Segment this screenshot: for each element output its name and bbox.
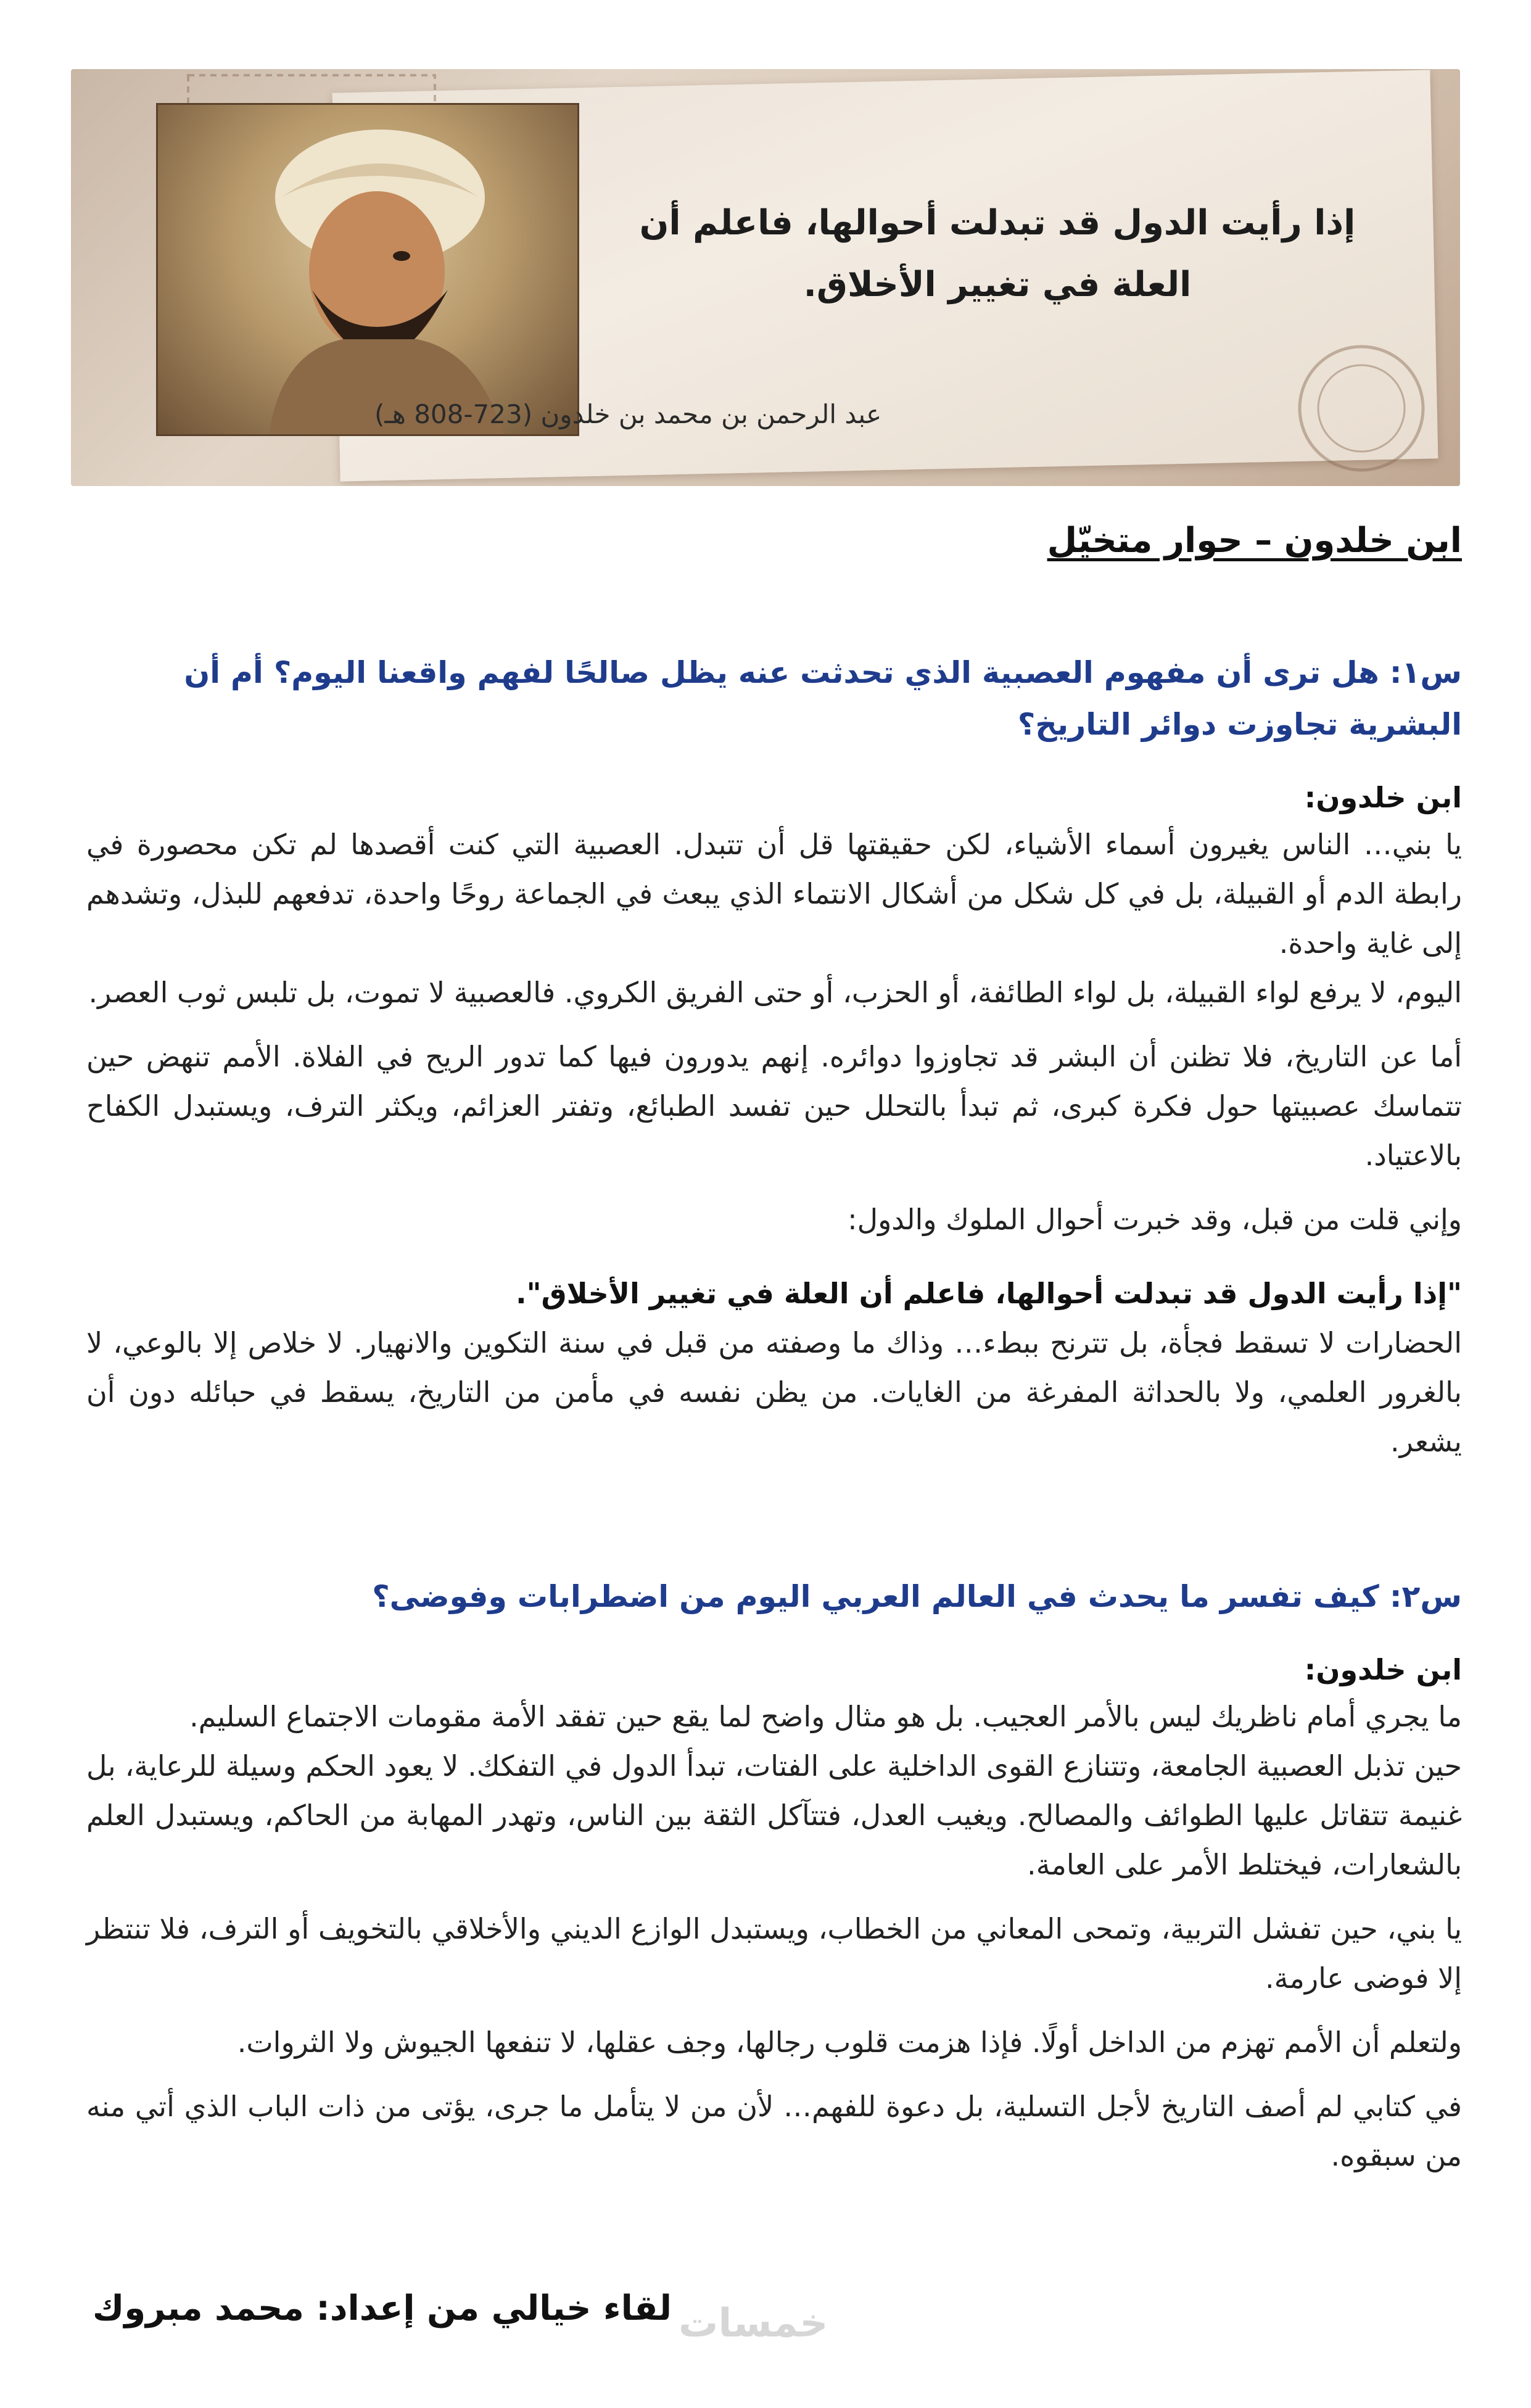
banner-author: عبد الرحمن بن محمد بن خلدون (723-808 هـ) (374, 399, 882, 429)
footer-credit: لقاء خيالي من إعداد: محمد مبروك (93, 2288, 672, 2328)
answer-paragraph: أما عن التاريخ، فلا تظنن أن البشر قد تجاوزوا دوائره. إنهم يدورون فيها كما تدور الريح في الفلاة. الأمم تنهض حين تتماسك عصبيتها حول فكرة كبرى، ثم تبدأ بالتحلل حين تفسد الطبائع، وتفتر العزائم، ويكثر الترف، ويستبدل الكفاح بالاعتياد. (86, 1040, 1462, 1172)
answer-paragraph: يا بني، حين تفشل التربية، وتمحى المعاني من الخطاب، ويستبدل الوازع الديني والأخلاقي بالتخويف أو الترف، فلا تنتظر إلا فوضى عارمة. (86, 1912, 1462, 1995)
article-body (86, 506, 1462, 2180)
answer-paragraph: في كتابي لم أصف التاريخ لأجل التسلية، بل دعوة للفهم… لأن من لا يتأمل ما جرى، يؤتى من ذات الباب الذي أتي منه من سبقوه. (86, 2090, 1462, 2172)
banner-quote: إذا رأيت الدول قد تبدلت أحوالها، فاعلم أن العلة في تغيير الأخلاق. (639, 203, 1356, 305)
answer-paragraph: الحضارات لا تسقط فجأة، بل تترنح ببطء… وذاك ما وصفته من قبل في سنة التكوين والانهيار. لا خلاص إلا بالوعي، لا بالغرور العلمي، ولا بالحداثة المفرغة من الغايات. من يظن نفسه في مأمن من التاريخ، يسقط في حبائله دون أن يشعر. (86, 1326, 1462, 1458)
answer-paragraph: يا بني… الناس يغيرون أسماء الأشياء، لكن حقيقتها قل أن تتبدل. العصبية التي كنت أقصدها لم تكن محصورة في رابطة الدم أو القبيلة، بل في كل شكل من أشكال الانتماء الذي يبعث في الجماعة روحًا واحدة، تدفعهم للبذل، وتشدهم إلى غاية واحدة. (86, 828, 1462, 960)
speaker-label: ابن خلدون: (1304, 781, 1462, 814)
answer-paragraph: ولتعلم أن الأمم تهزم من الداخل أولًا. فإذا هزمت قلوب رجالها، وجف عقلها، لا تنفعها الجيوش ولا الثروات. (237, 2026, 1462, 2059)
question-2: س٢: كيف تفسر ما يحدث في العالم العربي اليوم من اضطرابات وفوضى؟ (372, 1579, 1462, 1614)
portrait-image (156, 103, 579, 436)
portrait-icon (158, 105, 577, 434)
quoted-maxim: "إذا رأيت الدول قد تبدلت أحوالها، فاعلم أن العلة في تغيير الأخلاق". (516, 1277, 1462, 1310)
question-1: س١: هل ترى أن مفهوم العصبية الذي تحدثت عنه يظل صالحًا لفهم واقعنا اليوم؟ أم أن البشرية تجاوزت دوائر التاريخ؟ (184, 655, 1462, 742)
speaker-label: ابن خلدون: (1304, 1653, 1462, 1686)
answer-paragraph: اليوم، لا يرفع لواء القبيلة، بل لواء الطائفة، أو الحزب، أو حتى الفريق الكروي. فالعصبية لا تموت، بل تلبس ثوب العصر. (88, 976, 1462, 1009)
answer-paragraph: وإني قلت من قبل، وقد خبرت أحوال الملوك والدول: (848, 1203, 1462, 1236)
postmark-icon (1287, 334, 1435, 482)
answer-paragraph: حين تذبل العصبية الجامعة، وتتنازع القوى الداخلية على الفتات، تبدأ الدول في التفكك. لا يعود الحكم وسيلة للرعاية، بل غنيمة تتقاتل عليها الطوائف والمصالح. ويغيب العدل، فتتآكل الثقة بين الناس، وتهدر المهابة من الحاكم، ويستبدل العلم بالشعارات، فيختلط الأمر على العامة. (86, 1749, 1462, 1881)
answer-paragraph: ما يجري أمام ناظريك ليس بالأمر العجيب. بل هو مثال واضح لما يقع حين تفقد الأمة مقومات الاجتماع السليم. (189, 1700, 1462, 1733)
page-title: ابن خلدون – حوار متخيّل (1047, 521, 1462, 561)
header-banner (71, 69, 1460, 486)
watermark-logo: خمسات (679, 2301, 828, 2346)
